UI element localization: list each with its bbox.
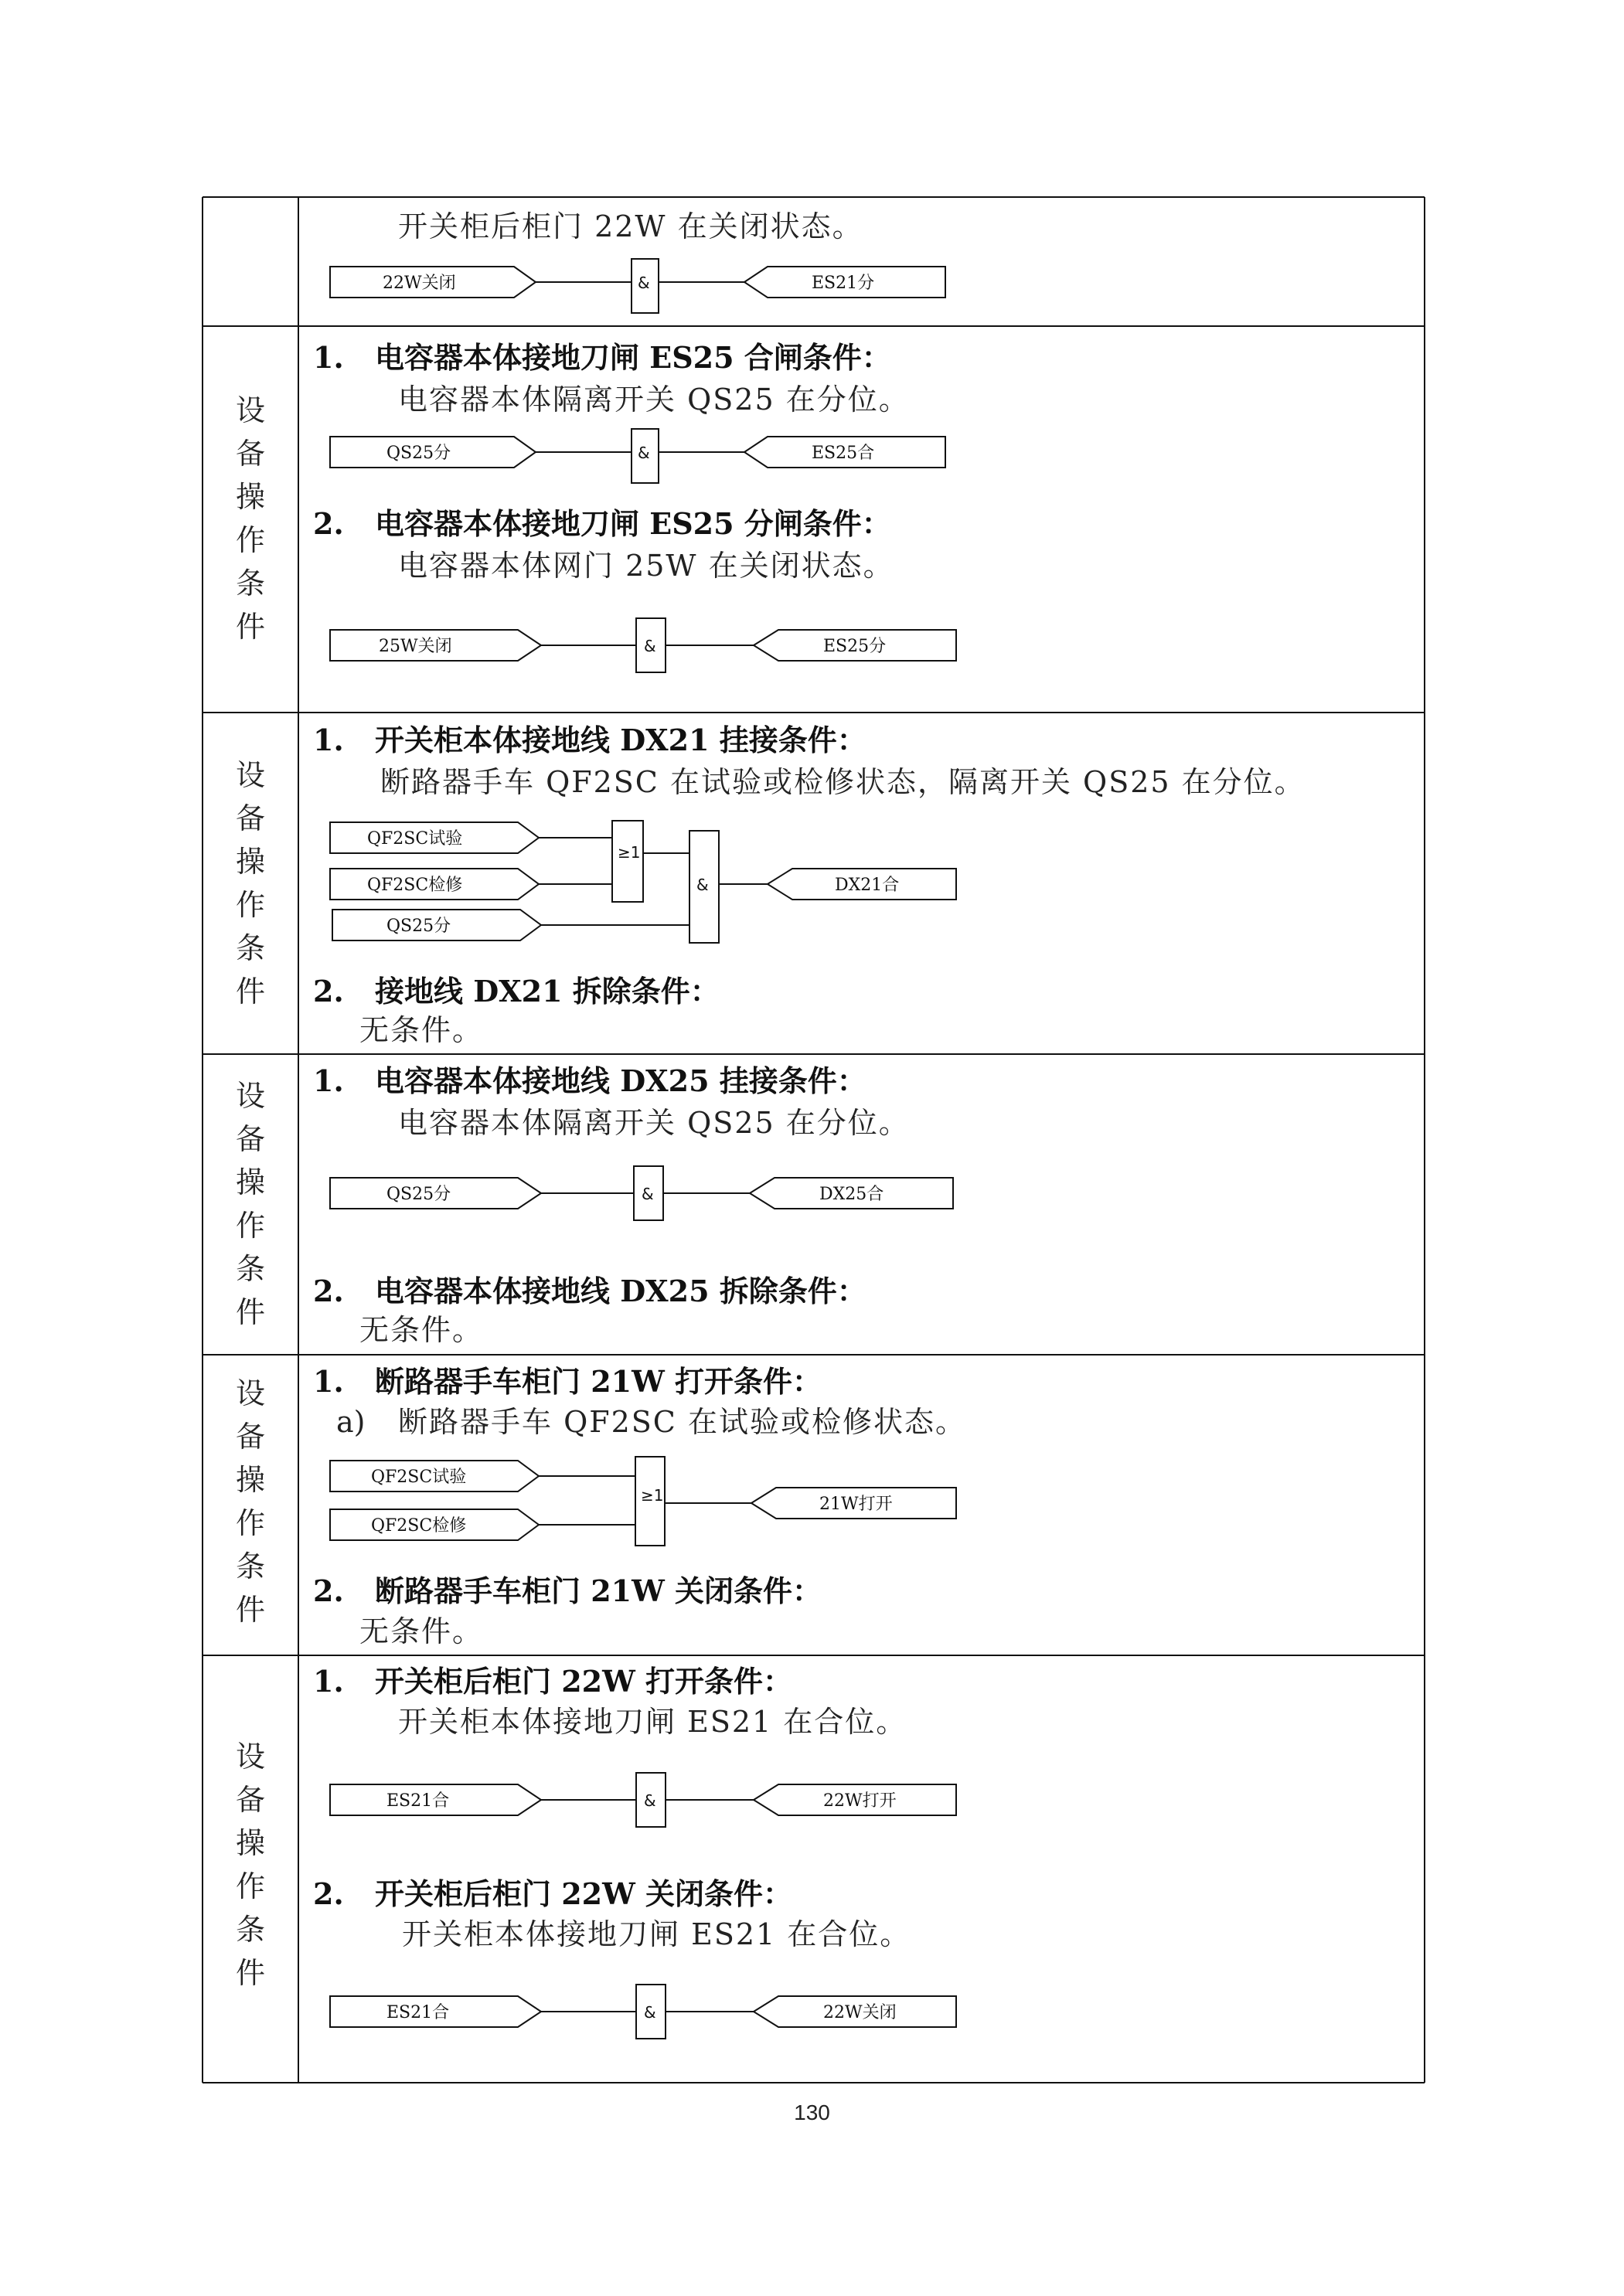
condition-heading: 2. 接地线 DX21 拆除条件： <box>313 974 720 1009</box>
input-label: QS25分 <box>386 1185 451 1204</box>
input-label: QF2SC试验 <box>371 1468 467 1487</box>
gate-label: & <box>644 1791 656 1810</box>
condition-heading: 2. 电容器本体接地刀闸 ES25 分闸条件： <box>313 506 891 541</box>
side-label: 设 备 操 作 条 件 <box>235 1740 265 1990</box>
gate-label: & <box>644 637 656 655</box>
gate-label: & <box>642 1185 654 1203</box>
side-label: 设 备 操 作 条 件 <box>235 1079 265 1329</box>
page-number: 130 <box>794 2100 830 2124</box>
logic-diagram <box>329 1166 962 1220</box>
condition-heading: 1. 电容器本体接地线 DX25 挂接条件： <box>313 1063 866 1098</box>
no-condition-text: 无条件。 <box>359 1013 484 1047</box>
output-label: 21W打开 <box>819 1495 893 1514</box>
output-label: 22W关闭 <box>823 2003 897 2022</box>
condition-heading: 2. 电容器本体接地线 DX25 拆除条件： <box>313 1274 866 1308</box>
input-label: QF2SC检修 <box>367 876 463 895</box>
logic-diagram <box>329 1457 962 1549</box>
input-label: QS25分 <box>386 917 451 936</box>
condition-text: 电容器本体网门 25W 在关闭状态。 <box>398 549 894 583</box>
condition-text: 开关柜本体接地刀闸 ES21 在合位。 <box>402 1917 911 1951</box>
condition-heading: 2. 开关柜后柜门 22W 关闭条件： <box>313 1876 793 1911</box>
condition-heading: 1. 电容器本体接地刀闸 ES25 合闸条件： <box>313 340 891 375</box>
input-label: ES21合 <box>386 2003 450 2022</box>
condition-heading: 2. 断路器手车柜门 21W 关闭条件： <box>313 1573 822 1608</box>
input-label: QF2SC检修 <box>371 1516 467 1536</box>
gate-label: & <box>696 876 709 894</box>
gate-label: & <box>638 444 650 462</box>
input-label: 25W关闭 <box>379 637 452 656</box>
logic-diagram <box>329 259 947 313</box>
logic-diagram <box>329 1985 962 2039</box>
side-label: 设 备 操 作 条 件 <box>235 393 265 644</box>
side-label: 设 备 操 作 条 件 <box>235 1376 265 1627</box>
logic-diagram <box>329 429 947 483</box>
logic-diagram <box>329 813 962 937</box>
input-label: 22W关闭 <box>383 274 456 293</box>
side-label: 设 备 操 作 条 件 <box>235 758 265 1009</box>
gate-label: ≥1 <box>641 1486 664 1505</box>
condition-text: 电容器本体隔离开关 QS25 在分位。 <box>398 1106 910 1140</box>
condition-text: 开关柜本体接地刀闸 ES21 在合位。 <box>398 1705 907 1739</box>
input-label: QF2SC试验 <box>367 829 463 849</box>
gate-label: ≥1 <box>618 843 641 862</box>
condition-text: 断路器手车 QF2SC 在试验或检修状态，隔离开关 QS25 在分位。 <box>380 765 1306 799</box>
logic-diagram <box>329 1773 962 1827</box>
output-label: ES21分 <box>812 274 875 293</box>
condition-heading: 1. 开关柜本体接地线 DX21 挂接条件： <box>313 723 866 757</box>
condition-heading: 1. 断路器手车柜门 21W 打开条件： <box>313 1364 822 1399</box>
gate-label: & <box>644 2003 656 2022</box>
logic-diagram <box>329 618 962 672</box>
output-label: DX25合 <box>819 1185 884 1204</box>
no-condition-text: 无条件。 <box>359 1313 484 1347</box>
output-label: ES25分 <box>823 637 887 656</box>
condition-heading: 1. 开关柜后柜门 22W 打开条件： <box>313 1664 793 1699</box>
output-label: ES25合 <box>812 444 875 463</box>
sub-condition: a) 断路器手车 QF2SC 在试验或检修状态。 <box>336 1405 966 1439</box>
condition-text: 开关柜后柜门 22W 在关闭状态。 <box>398 209 863 243</box>
input-label: QS25分 <box>386 444 451 463</box>
input-label: ES21合 <box>386 1791 450 1811</box>
output-label: DX21合 <box>835 876 900 895</box>
no-condition-text: 无条件。 <box>359 1614 484 1648</box>
condition-text: 电容器本体隔离开关 QS25 在分位。 <box>398 383 910 417</box>
output-label: 22W打开 <box>823 1791 897 1811</box>
gate-label: & <box>638 274 650 292</box>
